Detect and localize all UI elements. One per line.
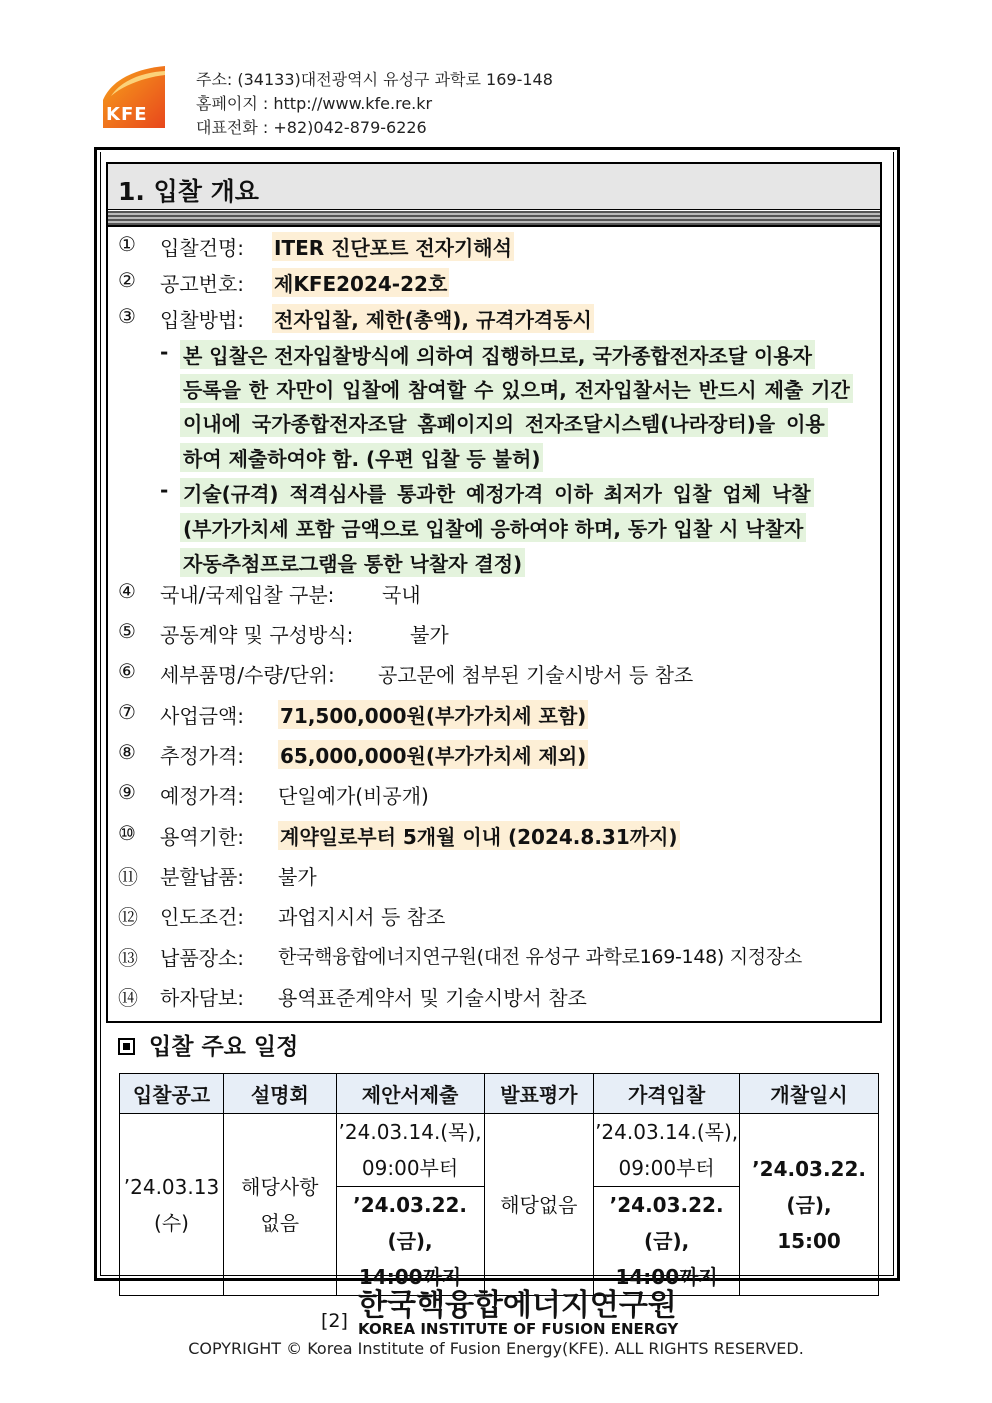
schedule-title bbox=[118, 1028, 298, 1061]
item-number: ⑫ bbox=[118, 905, 138, 929]
cell-line: 해당사항 bbox=[241, 1174, 319, 1199]
item-number: ⑬ bbox=[118, 946, 138, 970]
item-label: 공동계약 및 구성방식: bbox=[160, 623, 354, 647]
cell-line: ’24.03.22.(금), bbox=[609, 1193, 724, 1253]
item-value: 국내 bbox=[382, 583, 421, 607]
cell-line: ’24.03.14.(목), bbox=[595, 1120, 739, 1144]
cell-line: 없음 bbox=[260, 1210, 300, 1235]
copyright-text: COPYRIGHT © Korea Institute of Fusion Energy(KFE). ALL RIGHTS RESERVED. bbox=[188, 1339, 804, 1358]
item-value: 65,000,000원(부가가치세 제외) bbox=[278, 740, 588, 769]
item-number: ④ bbox=[118, 579, 136, 603]
cell-line: ’24.03.22.(금), bbox=[353, 1193, 467, 1253]
table-row bbox=[120, 1114, 879, 1187]
item-label: 인도조건: bbox=[160, 905, 245, 929]
item-value: 단일예가(비공개) bbox=[278, 784, 429, 808]
cell-price-start bbox=[594, 1114, 740, 1187]
bullet-line: 자동추첨프로그램을 통한 낙찰자 결정) bbox=[180, 548, 525, 577]
item-number: ⑪ bbox=[118, 865, 138, 889]
bullet-line: 하여 제출하여야 함. (우편 입찰 등 불허) bbox=[180, 443, 543, 472]
item-label: 입찰방법: bbox=[160, 308, 245, 332]
item-label: 분할납품: bbox=[160, 865, 245, 889]
item-value: 71,500,000원(부가가치세 포함) bbox=[278, 700, 588, 729]
bullet-line: 이내에 국가종합전자조달 홈페이지의 전자조달시스템(나라장터)을 이용 bbox=[180, 408, 828, 437]
cell-notice bbox=[120, 1114, 224, 1296]
header-price-bid: 가격입찰 bbox=[594, 1074, 740, 1114]
item-value: 용역표준계약서 및 기술시방서 참조 bbox=[278, 986, 587, 1010]
item-label: 입찰건명: bbox=[160, 236, 245, 260]
footer-org-name-en: KOREA INSTITUTE OF FUSION ENERGY bbox=[358, 1320, 679, 1338]
bullet-line: 본 입찰은 전자입찰방식에 의하여 집행하므로, 국가종합전자조달 이용자 bbox=[180, 340, 815, 369]
address-text: 주소: (34133)대전광역시 유성구 과학로 169-148 bbox=[196, 70, 553, 89]
bullet-line: (부가가치세 포함 금액으로 입찰에 응하여야 하며, 동가 입찰 시 낙찰자 bbox=[180, 513, 806, 542]
item-value: 제KFE2024-22호 bbox=[272, 268, 449, 297]
bid-overview-section bbox=[106, 162, 882, 1023]
item-value: 과업지시서 등 참조 bbox=[278, 905, 446, 929]
address-block bbox=[196, 68, 553, 140]
section-divider bbox=[108, 211, 880, 227]
item-label: 세부품명/수량/단위: bbox=[160, 663, 335, 687]
item-label: 추정가격: bbox=[160, 744, 245, 768]
item-number: ② bbox=[118, 268, 136, 292]
header-presentation: 발표평가 bbox=[484, 1074, 594, 1114]
item-value: ITER 진단포트 전자기해석 bbox=[272, 232, 514, 261]
item-label: 용역기한: bbox=[160, 825, 245, 849]
item-number: ⑭ bbox=[118, 986, 138, 1010]
header-briefing: 설명회 bbox=[223, 1074, 336, 1114]
item-value: 한국핵융합에너지연구원(대전 유성구 과학로169-148) 지정장소 bbox=[278, 946, 802, 968]
item-value: 불가 bbox=[410, 623, 449, 647]
table-header-row bbox=[120, 1074, 879, 1114]
item-label: 사업금액: bbox=[160, 704, 245, 728]
schedule-title-text: 입찰 주요 일정 bbox=[149, 1034, 299, 1060]
cell-line: (수) bbox=[154, 1210, 189, 1235]
cell-line: 14:00까지 bbox=[615, 1265, 718, 1289]
phone-text: 대표전화 : +82)042-879-6226 bbox=[196, 118, 427, 137]
cell-opening bbox=[740, 1114, 879, 1296]
bullet-mark: - bbox=[160, 340, 169, 364]
section-title: 1. 입찰 개요 bbox=[118, 177, 259, 206]
header-opening: 개찰일시 bbox=[740, 1074, 879, 1114]
cell-line: ’24.03.22.(금), bbox=[752, 1156, 866, 1217]
item-number: ⑩ bbox=[118, 821, 136, 845]
header-proposal: 제안서제출 bbox=[336, 1074, 484, 1114]
page-number: [2] bbox=[321, 1310, 348, 1332]
header-notice: 입찰공고 bbox=[120, 1074, 224, 1114]
item-number: ⑨ bbox=[118, 780, 136, 804]
section-header bbox=[108, 164, 880, 210]
cell-line: ’24.03.14.(목), bbox=[338, 1120, 482, 1144]
bullet-line: 기술(규격) 적격심사를 통과한 예정가격 이하 최저가 입찰 업체 낙찰 bbox=[180, 478, 814, 507]
item-label: 예정가격: bbox=[160, 784, 245, 808]
item-number: ⑧ bbox=[118, 740, 136, 764]
item-label: 하자담보: bbox=[160, 986, 245, 1010]
footer-org-name: 한국핵융합에너지연구원 bbox=[358, 1288, 677, 1323]
homepage-text: 홈페이지 : http://www.kfe.re.kr bbox=[196, 94, 433, 113]
cell-line: 15:00 bbox=[777, 1228, 841, 1253]
bullet-mark: - bbox=[160, 478, 169, 502]
item-label: 국내/국제입찰 구분: bbox=[160, 583, 335, 607]
item-number: ⑤ bbox=[118, 619, 136, 643]
item-value: 계약일로부터 5개월 이내 (2024.8.31까지) bbox=[278, 821, 680, 850]
item-value: 전자입찰, 제한(총액), 규격가격동시 bbox=[272, 304, 594, 333]
square-bullet-icon bbox=[118, 1038, 135, 1055]
cell-briefing bbox=[223, 1114, 336, 1296]
item-number: ⑦ bbox=[118, 700, 136, 724]
schedule-table bbox=[119, 1073, 879, 1296]
item-number: ③ bbox=[118, 304, 136, 328]
bullet-line: 등록을 한 자만이 입찰에 참여할 수 있으며, 전자입찰서는 반드시 제출 기간 bbox=[180, 374, 853, 403]
item-value: 공고문에 첨부된 기술시방서 등 참조 bbox=[378, 663, 694, 687]
item-value: 불가 bbox=[278, 865, 317, 889]
cell-proposal-start bbox=[336, 1114, 484, 1187]
cell-line: 09:00부터 bbox=[618, 1156, 715, 1180]
cell-presentation: 해당없음 bbox=[484, 1114, 594, 1296]
logo-text: KFE bbox=[106, 104, 148, 125]
cell-line: 14:00까지 bbox=[358, 1265, 462, 1289]
item-number: ⑥ bbox=[118, 659, 136, 683]
cell-line: ’24.03.13 bbox=[123, 1174, 220, 1199]
cell-line: 09:00부터 bbox=[361, 1156, 459, 1180]
item-number: ① bbox=[118, 232, 136, 256]
item-label: 공고번호: bbox=[160, 272, 245, 296]
item-label: 납품장소: bbox=[160, 946, 245, 970]
